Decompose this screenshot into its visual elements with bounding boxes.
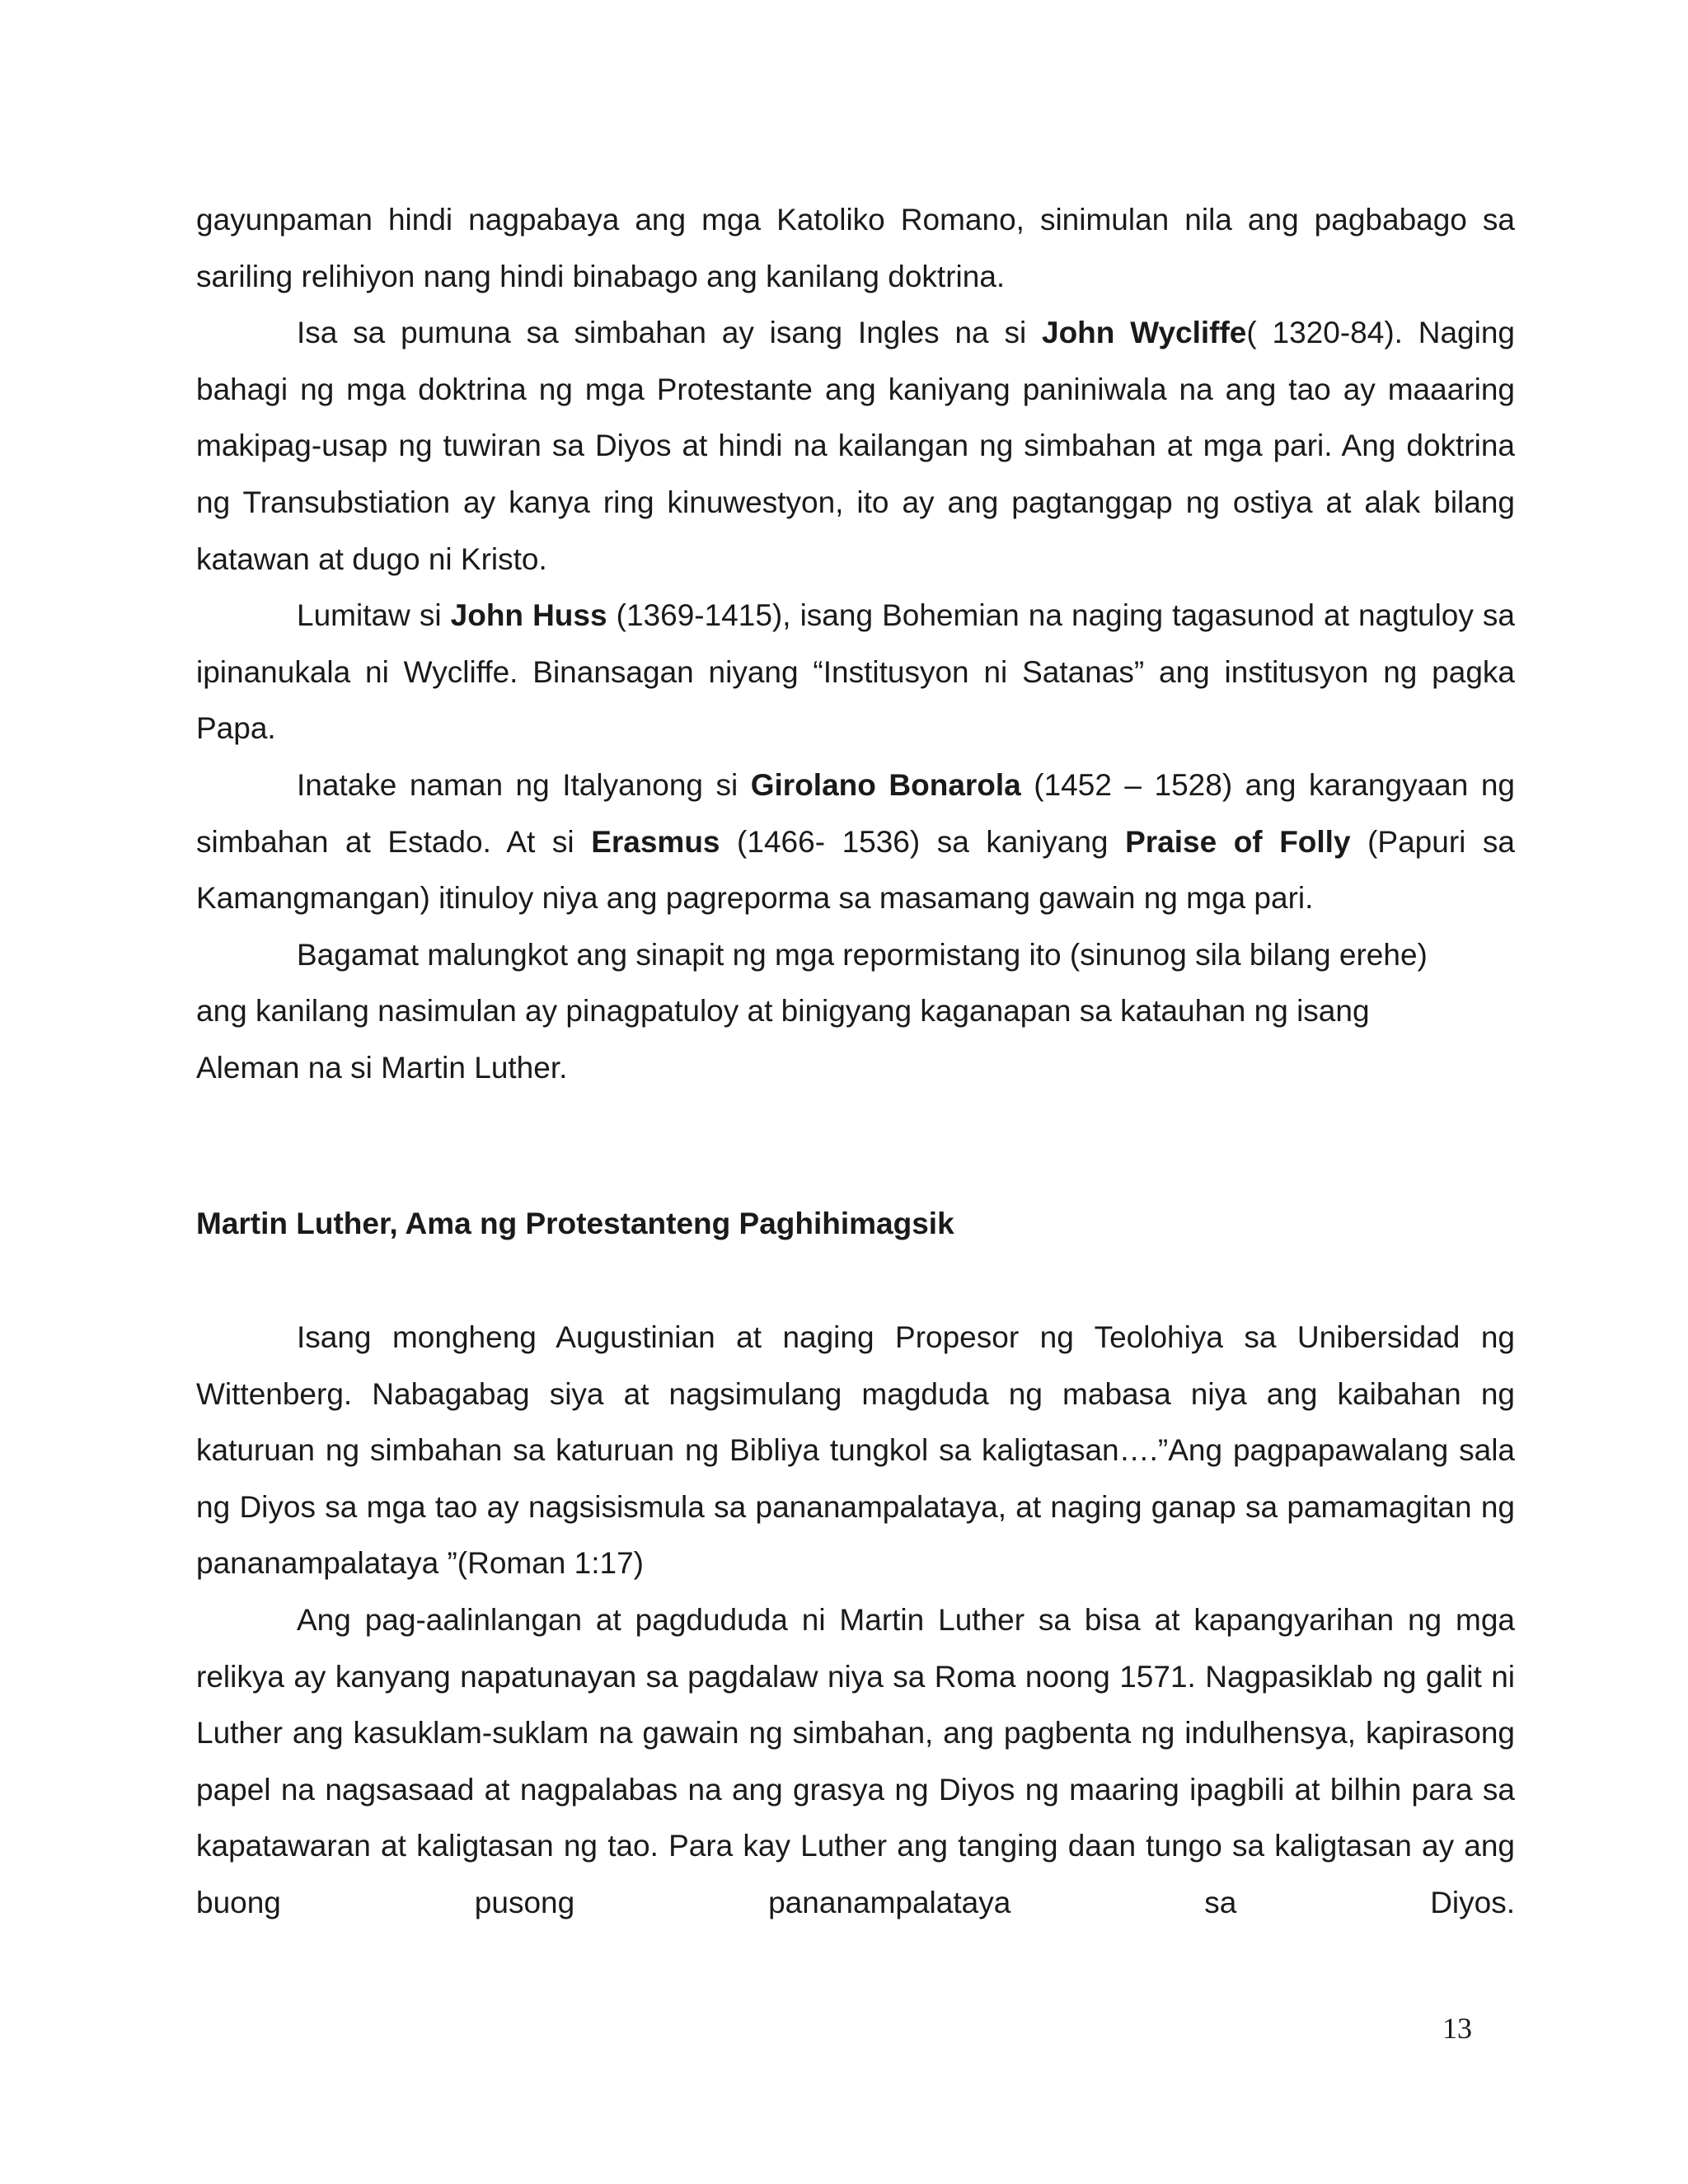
section-heading: Martin Luther, Ama ng Protestanteng Paghihimagsik bbox=[196, 1207, 954, 1240]
paragraph-text: (1452 – 1528) ang karangyaan ng simbahan at Estado. At si bbox=[196, 767, 1515, 859]
bold-name-wycliffe: John Wycliffe bbox=[1042, 316, 1247, 350]
page-number: 13 bbox=[1442, 2012, 1472, 2045]
paragraph-text: Isa sa pumuna sa simbahan ay isang Ingles na si bbox=[297, 316, 1042, 350]
paragraph-text: Lumitaw si bbox=[297, 598, 451, 633]
paragraph-line: Bagamat malungkot ang sinapit ng mga repormistang ito (sinunog sila bilang erehe) bbox=[297, 937, 1428, 972]
paragraph-wycliffe bbox=[196, 305, 1515, 588]
paragraph-text: (1466- 1536) sa kaniyang bbox=[720, 824, 1126, 859]
paragraph-luther-intro bbox=[196, 927, 1515, 1097]
paragraph-text: (1369-1415), isang Bohemian na naging tagasunod at nagtuloy sa ipinanukala ni Wycliffe. Binansagan niyang “Institusyon ni Satanas” ang institusyon ng pagka Papa. bbox=[196, 598, 1516, 746]
paragraph-bonarola-erasmus bbox=[196, 757, 1515, 927]
paragraph-text: (Papuri sa Kamangmangan) itinuloy niya ang pagreporma sa masamang gawain ng mga pari. bbox=[196, 824, 1515, 916]
bold-title-praise-of-folly: Praise of Folly bbox=[1125, 824, 1351, 859]
paragraph-indulgences: Ang pag-aalinlangan at pagdududa ni Martin Luther sa bisa at kapangyarihan ng mga relikya ay kanyang napatunayan sa pagdalaw niya sa Roma noong 1571. Nagpasiklab ng galit ni Luther ang kasuklam-suklam na gawain ng simbahan, ang pagbenta ng indulhensya, kapirasong papel na nagsasaad at nagpalabas na ang grasya ng Diyos ng maaring ipagbili at bilhin para sa kapatawaran at kaligtasan ng tao. Para kay Luther ang tanging daan tungo sa kaligtasan ay ang buong pusong pananampalataya sa Diyos. bbox=[196, 1602, 1515, 1919]
paragraph-line: ang kanilang nasimulan ay pinagpatuloy at binigyang kaganapan sa katauhan ng isang bbox=[196, 994, 1370, 1029]
text-block-top bbox=[196, 192, 1515, 1097]
paragraph-augustinian: Isang mongheng Augustinian at naging Propesor ng Teolohiya sa Unibersidad ng Wittenberg. Nabagabag siya at nagsimulang magduda ng mabasa niya ang kaibahan ng katuruan ng simbahan sa katuruan ng Bibliya tungkol sa kaligtasan….”Ang pagpapawalang sala ng Diyos sa mga tao ay nagsisismula sa pananampalataya, at naging ganap sa pamamagitan ng pananampalataya ”(Roman 1:17) bbox=[196, 1320, 1515, 1581]
bold-name-bonarola: Girolano Bonarola bbox=[750, 767, 1021, 802]
paragraph-huss bbox=[196, 588, 1515, 757]
text-block-bottom bbox=[196, 1310, 1515, 1932]
paragraph-line: Aleman na si Martin Luther. bbox=[196, 1050, 568, 1085]
bold-name-erasmus: Erasmus bbox=[591, 824, 720, 859]
bold-name-huss: John Huss bbox=[450, 598, 607, 633]
paragraph-continuation: gayunpaman hindi nagpabaya ang mga Katoliko Romano, sinimulan nila ang pagbabago sa sariling relihiyon nang hindi binabago ang kanilang doktrina. bbox=[196, 203, 1515, 293]
paragraph-text: ( 1320-84). Naging bahagi ng mga doktrina ng mga Protestante ang kaniyang paniniwala na ang tao ay maaaring makipag-usap ng tuwiran sa Diyos at hindi na kailangan ng simbahan at mga pari. Ang doktrina ng Transubstiation ay kanya ring kinuwestyon, ito ay ang pagtanggap ng ostiya at alak bilang katawan at dugo ni Kristo. bbox=[196, 316, 1515, 576]
paragraph-text: Inatake naman ng Italyanong si bbox=[297, 767, 751, 802]
